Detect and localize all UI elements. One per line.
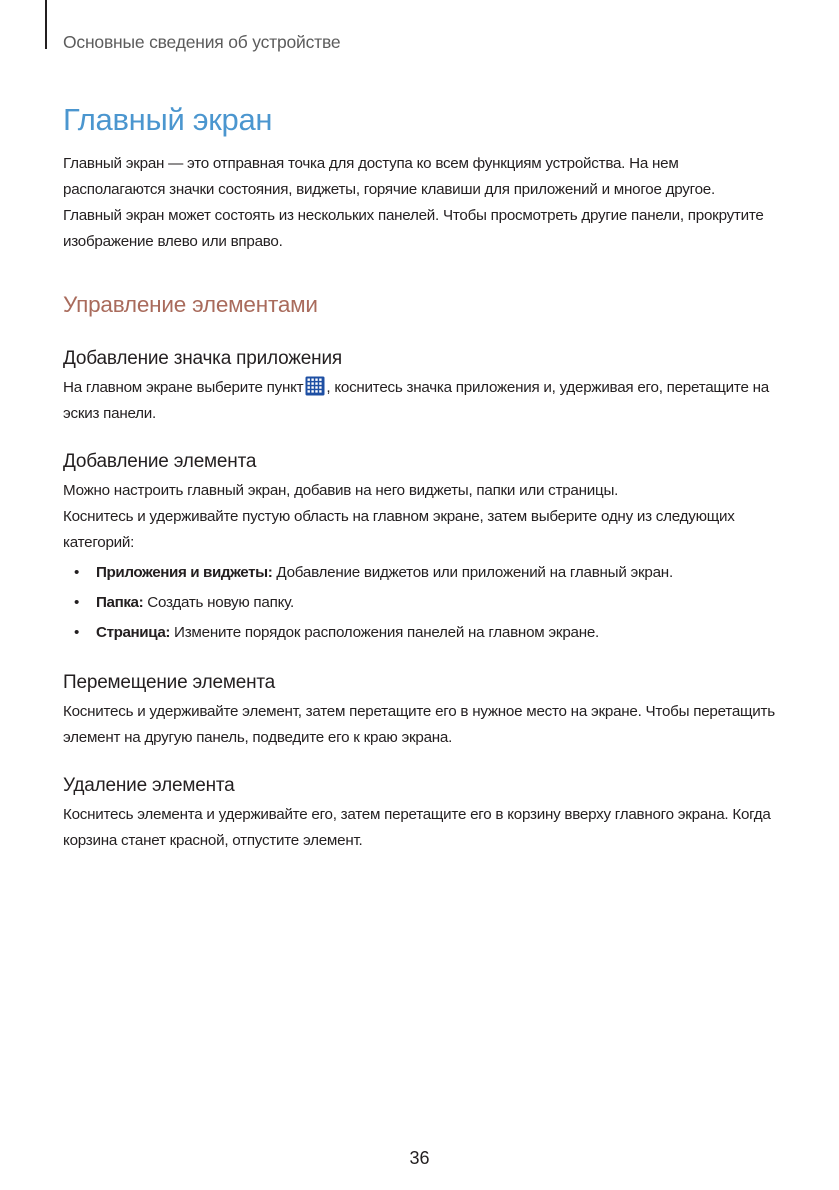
list-item xyxy=(63,588,783,618)
list-item xyxy=(63,558,783,588)
delete-item-paragraph: Коснитесь элемента и удерживайте его, затем перетащите его в корзину вверху главного экрана. Когда корзина станет красной, отпустите элемент. xyxy=(63,806,771,849)
page-number: 36 xyxy=(409,1148,430,1168)
add-app-icon-text-before: На главном экране выберите пункт xyxy=(63,379,304,396)
list-item-text: Добавление виджетов или приложений на главный экран. xyxy=(272,564,673,581)
running-header: Основные сведения об устройстве xyxy=(63,32,341,52)
list-item-term: Приложения и виджеты: xyxy=(96,564,273,581)
bullet-marker: • xyxy=(74,594,80,611)
apps-grid-icon xyxy=(305,376,325,396)
intro-paragraph-1: Главный экран — это отправная точка для доступа ко всем функциям устройства. На нем располагаются значки состояния, виджеты, горячие клавиши для приложений и многое другое. xyxy=(63,155,715,198)
page-content xyxy=(63,98,783,854)
list-item-term: Страница: xyxy=(96,624,171,641)
bullet-marker: • xyxy=(74,564,80,581)
category-list xyxy=(63,558,783,648)
header-margin-rule xyxy=(45,0,47,49)
subsection-title-add-app-icon: Добавление значка приложения xyxy=(63,348,342,369)
subsection-title-move-item: Перемещение элемента xyxy=(63,672,276,693)
add-app-icon-paragraph xyxy=(63,375,783,427)
page-title: Главный экран xyxy=(63,102,273,137)
bullet-marker: • xyxy=(74,624,80,641)
move-item-paragraph: Коснитесь и удерживайте элемент, затем перетащите его в нужное место на экране. Чтобы перетащить элемент на другую панель, подведите его к краю экрана. xyxy=(63,703,775,746)
list-item xyxy=(63,618,783,648)
list-item-term: Папка: xyxy=(96,594,144,611)
subsection-title-delete-item: Удаление элемента xyxy=(63,775,235,796)
add-item-paragraph-1: Можно настроить главный экран, добавив на него виджеты, папки или страницы. xyxy=(63,482,619,499)
list-item-text: Измените порядок расположения панелей на главном экране. xyxy=(170,624,600,641)
intro-paragraph-2: Главный экран может состоять из нескольких панелей. Чтобы просмотреть другие панели, прокрутите изображение влево или вправо. xyxy=(63,207,764,250)
list-item-text: Создать новую папку. xyxy=(143,594,294,611)
add-item-paragraph-2: Коснитесь и удерживайте пустую область на главном экране, затем выберите одну из следующих категорий: xyxy=(63,508,735,551)
add-app-icon-text-after: , коснитесь значка приложения и, удерживая его, перетащите на эскиз панели. xyxy=(63,379,769,422)
section-title: Управление элементами xyxy=(63,292,318,317)
subsection-title-add-item: Добавление элемента xyxy=(63,451,257,472)
